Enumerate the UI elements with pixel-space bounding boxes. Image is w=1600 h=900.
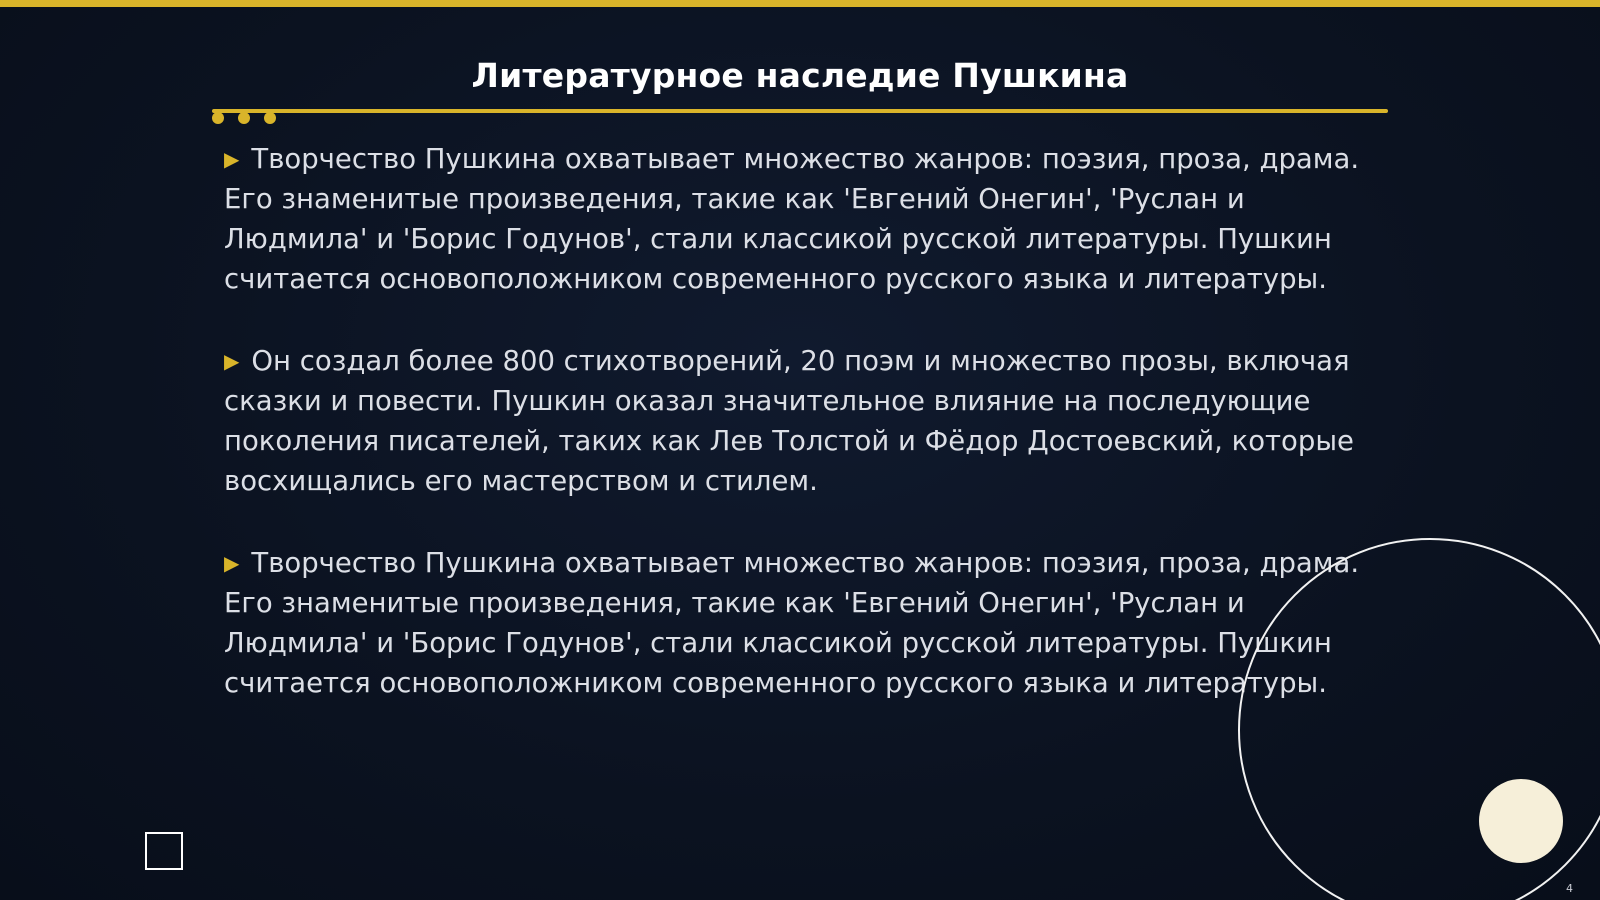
slide-title: Литературное наследие Пушкина: [471, 56, 1129, 95]
slide-content: [224, 139, 1374, 745]
decorative-filled-circle: [1479, 779, 1563, 863]
decorative-square-outline: [145, 832, 183, 870]
dot-icon: [238, 112, 250, 124]
bullet-triangle-icon: ▶: [224, 147, 240, 171]
decorative-dots: [212, 112, 276, 124]
bullet-triangle-icon: ▶: [224, 349, 240, 373]
dot-icon: [212, 112, 224, 124]
dot-icon: [264, 112, 276, 124]
bullet-paragraph-2: [224, 341, 1374, 501]
paragraph-text: Творчество Пушкина охватывает множество жанров: поэзия, проза, драма. Его знаменитые произведения, такие как 'Евгений Онегин', 'Руслан и Людмила' и 'Борис Годунов', стали классикой русской литературы. Пушкин считается основоположником современного русского языка и литературы.: [224, 547, 1360, 699]
bullet-paragraph-1: [224, 139, 1374, 299]
title-underline: [212, 109, 1388, 113]
paragraph-text: Он создал более 800 стихотворений, 20 поэм и множество прозы, включая сказки и повести. Пушкин оказал значительное влияние на последующие поколения писателей, таких как Лев Толстой и Фёдор Достоевский, которые восхищались его мастерством и стилем.: [224, 345, 1354, 497]
bullet-paragraph-3: [224, 543, 1374, 703]
top-accent-bar: [0, 0, 1600, 7]
paragraph-text: Творчество Пушкина охватывает множество жанров: поэзия, проза, драма. Его знаменитые произведения, такие как 'Евгений Онегин', 'Руслан и Людмила' и 'Борис Годунов', стали классикой русской литературы. Пушкин считается основоположником современного русского языка и литературы.: [224, 143, 1360, 295]
bullet-triangle-icon: ▶: [224, 551, 240, 575]
page-number: 4: [1566, 882, 1573, 895]
